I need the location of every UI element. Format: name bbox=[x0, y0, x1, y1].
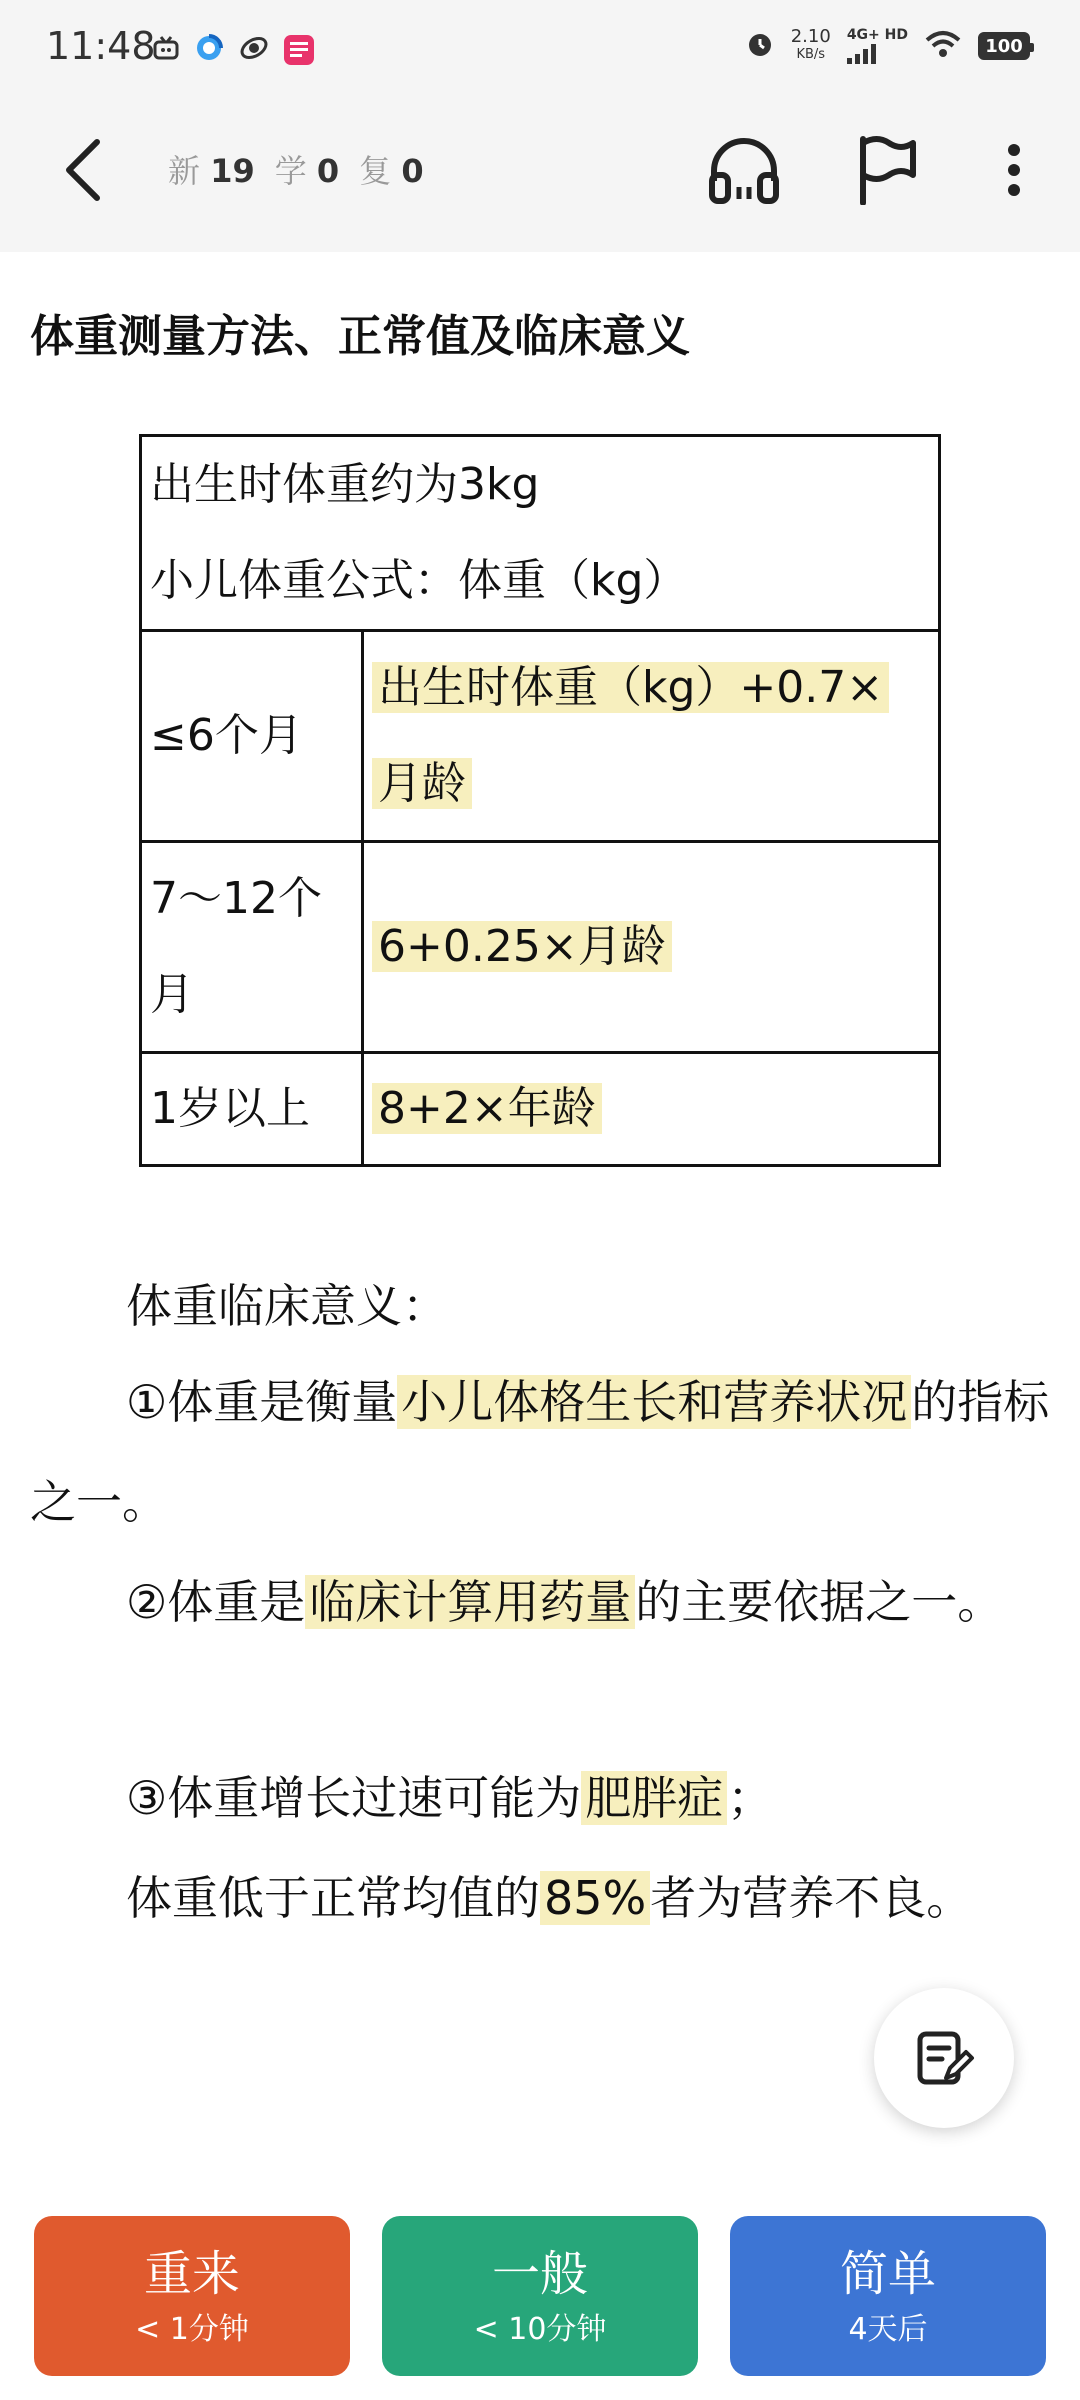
age-cell: 7～12个 月 bbox=[141, 842, 363, 1053]
formula-cell: 8+2×年龄 bbox=[363, 1053, 940, 1166]
promo-app-icon bbox=[284, 35, 314, 65]
age-cell: 1岁以上 bbox=[141, 1053, 363, 1166]
significance-item-1: ①体重是衡量小儿体格生长和营养状况的指标之一。 bbox=[30, 1375, 1050, 1529]
back-button[interactable] bbox=[50, 130, 116, 210]
table-row bbox=[141, 1053, 940, 1166]
flag-icon bbox=[855, 135, 917, 205]
weight-formula-table bbox=[139, 434, 941, 1167]
count-new: 新 19 bbox=[168, 152, 255, 190]
count-learn: 学 0 bbox=[274, 152, 340, 190]
edit-note-icon bbox=[912, 2026, 976, 2090]
again-button[interactable]: 重来 < 1分钟 bbox=[34, 2216, 350, 2376]
edit-note-button[interactable] bbox=[874, 1988, 1014, 2128]
card-title: 体重测量方法、正常值及临床意义 bbox=[30, 311, 690, 362]
wifi-icon bbox=[924, 29, 962, 63]
age-cell: ≤6个月 bbox=[141, 631, 363, 842]
headphones-icon bbox=[708, 135, 780, 205]
significance-item-4: 体重低于正常均值的85%者为营养不良。 bbox=[126, 1871, 973, 1925]
system-icons bbox=[745, 28, 1030, 64]
net-speed: 2.10 KB/s bbox=[790, 26, 831, 62]
tv-icon bbox=[152, 34, 180, 66]
count-review: 复 0 bbox=[359, 152, 424, 190]
status-bar bbox=[0, 0, 1080, 100]
easy-button[interactable]: 简单 4天后 bbox=[730, 2216, 1046, 2376]
formula-cell: 出生时体重（kg）+0.7× 月龄 bbox=[363, 631, 940, 842]
orbit-app-icon bbox=[238, 33, 270, 67]
table-row bbox=[141, 631, 940, 842]
table-header-cell: 出生时体重约为3kg 小儿体重公式：体重（kg） bbox=[141, 436, 940, 631]
table-row bbox=[141, 842, 940, 1053]
battery-icon: 100 bbox=[978, 32, 1030, 60]
table-header-row bbox=[141, 436, 940, 631]
more-icon bbox=[1006, 142, 1022, 198]
back-icon bbox=[63, 138, 103, 202]
top-toolbar bbox=[0, 100, 1080, 252]
audio-button[interactable] bbox=[704, 130, 784, 210]
notification-icons bbox=[152, 32, 314, 68]
more-button[interactable] bbox=[974, 130, 1054, 210]
good-button[interactable]: 一般 < 10分钟 bbox=[382, 2216, 698, 2376]
formula-cell: 6+0.25×月龄 bbox=[363, 842, 940, 1053]
significance-item-2: ②体重是临床计算用药量的主要依据之一。 bbox=[126, 1575, 1004, 1629]
study-counts bbox=[168, 146, 430, 192]
cloud-app-icon bbox=[194, 33, 224, 67]
significance-item-3: ③体重增长过速可能为肥胖症； bbox=[126, 1771, 774, 1825]
flag-button[interactable] bbox=[846, 130, 926, 210]
significance-title: 体重临床意义： bbox=[126, 1279, 448, 1333]
alarm-icon bbox=[745, 29, 775, 63]
signal-icon: 4G+ HD bbox=[847, 28, 908, 64]
status-time: 11:48 bbox=[46, 24, 156, 68]
